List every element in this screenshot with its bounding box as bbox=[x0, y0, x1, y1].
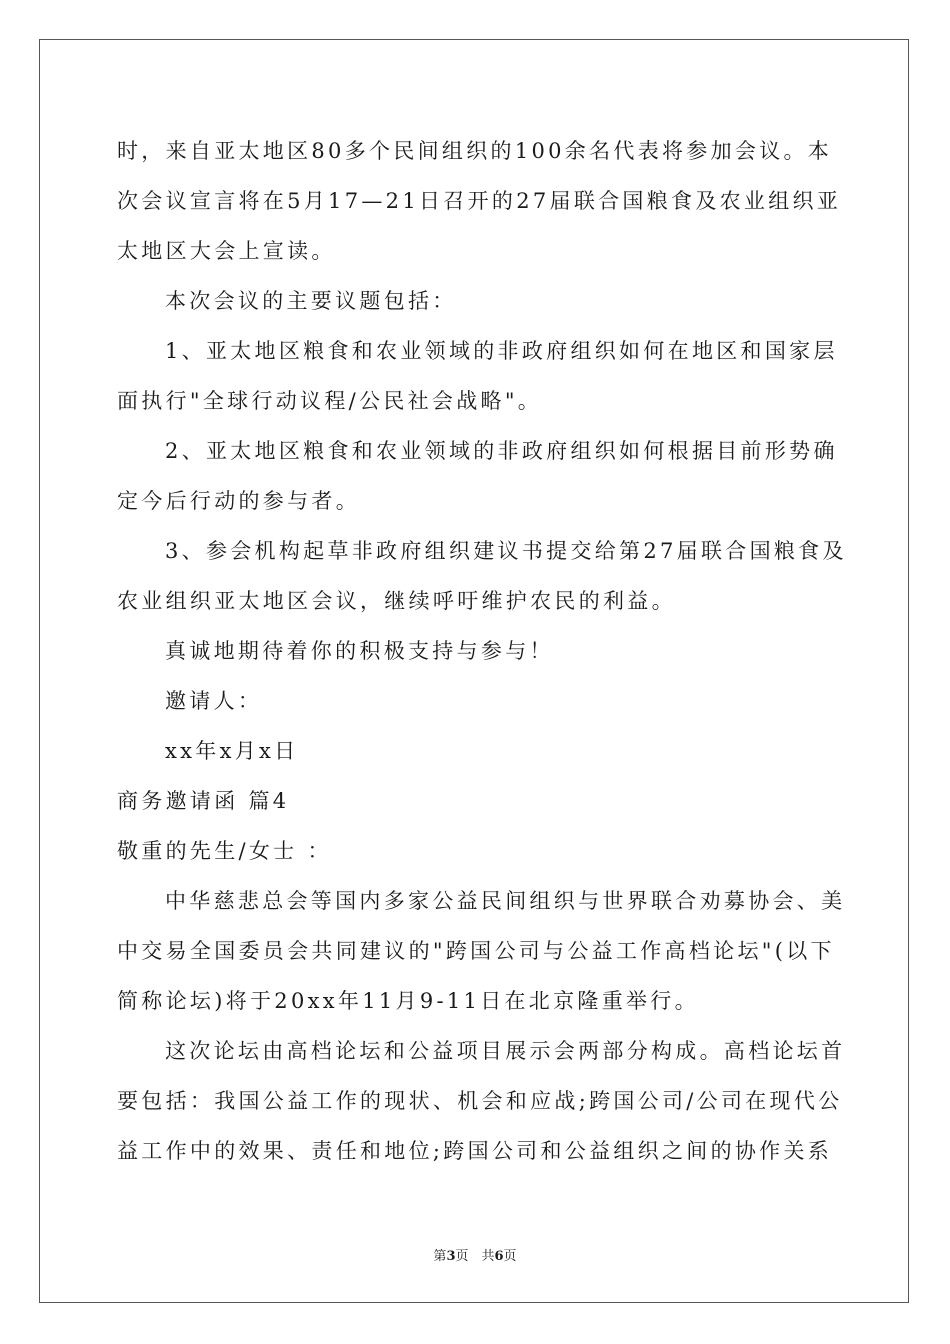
footer-prefix: 第 bbox=[433, 1249, 447, 1264]
text-line: 这次论坛由高档论坛和公益项目展示会两部分构成。高档论坛首 bbox=[165, 1039, 846, 1063]
salutation: 敬重的先生/女士 ： bbox=[117, 839, 332, 863]
document-body bbox=[117, 126, 847, 1176]
agenda-item-3: 3、参会机构起草非政府组织建议书提交给第27届联合国粮食及 bbox=[165, 539, 847, 563]
text-line: 太地区大会上宣读。 bbox=[117, 239, 336, 263]
agenda-item-1: 1、亚太地区粮食和农业领域的非政府组织如何在地区和国家层 bbox=[165, 339, 838, 363]
closing-line: 真诚地期待着你的积极支持与参与！ bbox=[165, 639, 554, 663]
inviter-label: 邀请人： bbox=[165, 689, 263, 713]
agenda-item-2: 2、亚太地区粮食和农业领域的非政府组织如何根据目前形势确 bbox=[165, 439, 838, 463]
text-line: 益工作中的效果、责任和地位;跨国公司和公益组织之间的协作关系 bbox=[117, 1139, 833, 1163]
text-line: 简称论坛)将于20xx年11月9-11日在北京隆重举行。 bbox=[117, 989, 699, 1013]
text-line: 农业组织亚太地区会议，继续呼吁维护农民的利益。 bbox=[117, 589, 676, 613]
text-line: 本次会议的主要议题包括： bbox=[165, 289, 457, 313]
text-line: 定今后行动的参与者。 bbox=[117, 489, 360, 513]
date-line: xx年x月x日 bbox=[165, 739, 299, 763]
current-page-number: 3 bbox=[446, 1249, 456, 1264]
footer-middle: 页 共 bbox=[455, 1249, 495, 1264]
section-heading: 商务邀请函 篇4 bbox=[117, 789, 290, 813]
text-line: 面执行"全球行动议程/公民社会战略"。 bbox=[117, 389, 543, 413]
footer-suffix: 页 bbox=[503, 1249, 517, 1264]
text-line: 要包括：我国公益工作的现状、机会和应战;跨国公司/公司在现代公 bbox=[117, 1089, 843, 1113]
page-footer bbox=[0, 1248, 950, 1266]
text-line: 中华慈悲总会等国内多家公益民间组织与世界联合劝募协会、美 bbox=[165, 889, 846, 913]
text-line: 时，来自亚太地区80多个民间组织的100余名代表将参加会议。本 bbox=[117, 139, 833, 163]
total-page-number: 6 bbox=[494, 1249, 504, 1264]
text-line: 次会议宣言将在5月17—21日召开的27届联合国粮食及农业组织亚 bbox=[117, 189, 842, 213]
text-line: 中交易全国委员会共同建议的"跨国公司与公益工作高档论坛"(以下 bbox=[117, 939, 835, 963]
